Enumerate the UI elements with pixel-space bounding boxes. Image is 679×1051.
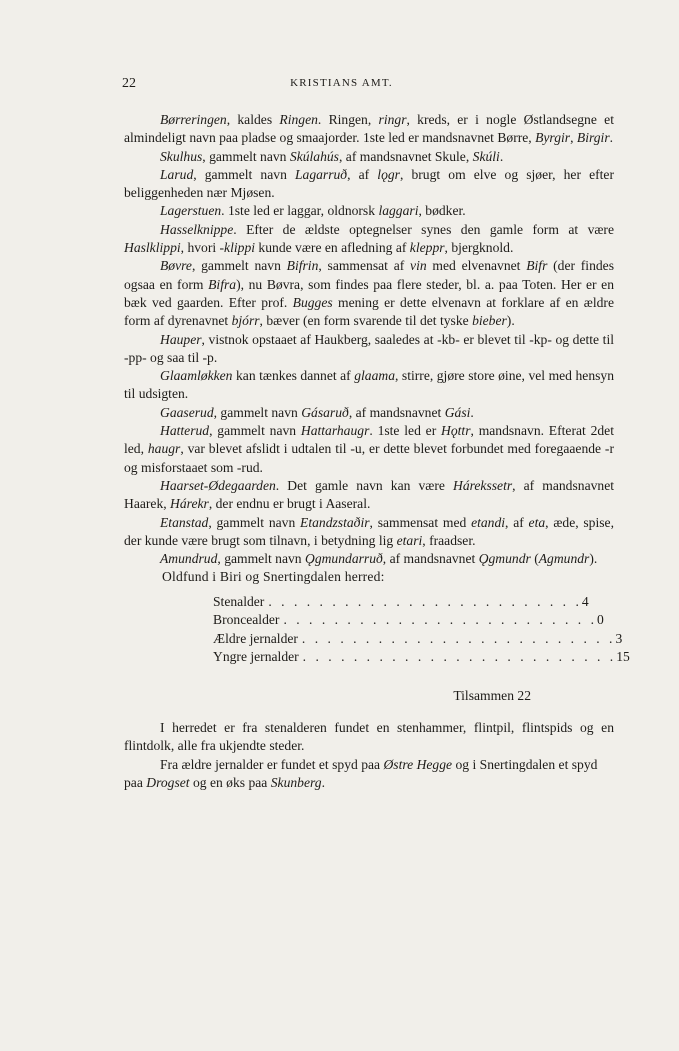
entry-paragraph [124,111,614,148]
italic-term: Bifrin [286,258,319,274]
italic-term: Glaamløkken [160,368,233,384]
italic-term: Haarset-Ødegaarden [160,477,276,493]
entry-paragraph [124,202,614,220]
find-count: 15 [616,649,630,665]
text-run: med elvenavnet [426,258,527,274]
italic-term: Ringen [279,112,318,127]
text-run: , der endnu er brugt i Aaseral. [208,496,371,512]
italic-term: vin [410,258,427,274]
text-run: , brugt om elve og sjøer, her efter beliggenheden nær Mjøsen. [124,166,614,201]
italic-term: Hattarhaugr [300,423,370,439]
italic-term: Østre Hegge [383,756,453,772]
text-run: , kreds, er i nogle Østlandsegne et almindeligt navn paa pladse og smaajorder. 1ste led er mandsnavnet Børre, [124,112,614,146]
text-run: , kaldes [226,112,280,127]
text-run: , af [347,166,378,182]
text-run: , gammelt navn [193,166,295,182]
italic-term: Etandzstaðir [300,514,370,530]
italic-term: Hárekssetr [453,477,513,493]
entry-paragraph [124,550,614,568]
text-run: . [609,130,614,146]
period-label: Broncealder [213,612,280,628]
text-run: , bødker. [418,203,466,219]
italic-term: bieber [472,313,507,329]
italic-term: Skunberg [270,774,322,790]
entry-paragraph [124,422,614,477]
oldfund-heading: Oldfund i Biri og Snertingdalen herred: [162,569,385,585]
text-run: , gammelt navn [191,258,287,274]
text-run: . [321,774,325,790]
entry-paragraph [124,367,614,404]
italic-term: glaama [354,368,396,384]
running-header [122,76,561,94]
dot-leader: . . . . . . . . . . . . . . . . . . . . . . . . . [283,612,597,628]
italic-term: Etanstad [160,514,209,530]
text-run: , gammelt navn [208,514,301,530]
entry-paragraph [124,221,614,258]
text-run: , vistnok opstaaet af Haukberg, saaledes at -kb- er blevet til -kp- og dette til -pp- og saa til -p. [124,331,614,365]
entry-paragraph [124,477,614,514]
italic-term: Hasselknippe [160,221,234,237]
italic-term: Gási [444,404,471,420]
text-run: , bjergknold. [444,240,514,256]
period-label: Yngre jernalder [213,649,299,665]
italic-term: Haslklippi [124,240,181,256]
italic-term: Skulhus [160,148,203,164]
text-run: . Det gamle navn kan være [275,477,453,493]
italic-term: kleppr [409,240,445,256]
italic-term: Hatterud [160,423,210,439]
entry-paragraph [124,404,614,422]
italic-term: Gaaserud [160,404,214,420]
text-run: . 1ste led er [369,423,442,439]
find-count: 0 [596,612,604,628]
entry-paragraph [124,331,614,368]
closing-paragraph [124,756,614,793]
text-run: . [499,148,504,164]
italic-term: Hǫttr [441,423,471,439]
text-run: , af mandsnavnet [382,551,479,567]
period-label: Stenalder [213,593,265,609]
page-body [124,111,630,792]
italic-term: Amundrud [160,551,218,567]
text-run: ). [506,313,515,329]
italic-term: Larud [160,166,194,182]
oldfund-table [213,593,630,667]
italic-term: Ǫgmundr [478,551,531,567]
italic-term: Birgir [576,130,610,146]
text-run: I herredet er fra stenalderen fundet en stenhammer, flintpil, flintspids og en flintdolk, alle fra ukjendte steder. [124,720,614,754]
text-run: , stirre, gjøre store øine, vel med hensyn til udsigten. [124,368,614,402]
dot-leader: . . . . . . . . . . . . . . . . . . . . . . . . . [301,630,616,646]
text-run: , sammensat af [318,258,411,274]
text-run: , af mandsnavnet Skule, [338,148,473,164]
italic-term: Børreringen [160,112,227,127]
italic-term: ringr [378,112,407,127]
running-title: KRISTIANS AMT. [290,77,393,89]
text-run: , mandsnavn. Efterat 2det led, [124,423,614,457]
oldfund-row [213,593,589,612]
closing-paragraph [124,719,614,756]
text-run: , fraadser. [422,532,476,548]
italic-term: Lagarruð [294,166,348,182]
dot-leader: . . . . . . . . . . . . . . . . . . . . . . . . . [268,593,582,609]
text-run: . 1ste led er laggar, oldnorsk [221,203,379,219]
text-run: , gammelt navn [209,423,301,439]
text-run: kunde være en afledning af [255,240,410,256]
dot-leader: . . . . . . . . . . . . . . . . . . . . . . . . . [302,649,617,665]
italic-term: Bøvre [160,258,192,274]
italic-term: Gásaruð [301,404,349,420]
oldfund-row [213,630,623,649]
italic-term: Skúlahús [289,148,339,164]
text-run: ). [589,551,598,567]
text-run: og en øks paa [189,774,271,790]
text-run: , [570,130,577,146]
period-label: Ældre jernalder [213,630,298,646]
text-run: . Ringen, [317,112,379,127]
italic-term: Bugges [292,294,333,310]
text-run: , æde, spise, der kunde være brugt som tilnavn, i betydning lig [124,514,614,548]
place-name-entries [124,111,614,568]
entry-paragraph [124,257,614,330]
text-run: og i Snertingdalen et spyd paa [124,756,598,790]
text-run: Fra ældre jernalder er fundet et spyd paa [160,756,384,772]
text-run: (der findes ogsaa en form [124,258,615,292]
italic-term: haugr [147,441,181,457]
find-count: 3 [615,630,623,646]
italic-term: etandi [471,514,506,530]
text-run: mening er dette elvenavn at forklare af en ældre form af dyrenavnet [124,294,614,329]
closing-paragraphs [124,719,614,792]
italic-term: laggari [378,203,419,219]
text-run: ( [530,551,539,567]
italic-term: eta [528,514,546,530]
italic-term: lǫgr [377,166,400,182]
oldfund-row [213,611,604,630]
italic-term: -klippi [219,240,256,256]
italic-term: Drogset [146,774,190,790]
text-run: . Efter de ældste optegnelser synes den gamle form at være [233,221,614,237]
italic-term: Bifr [526,258,548,274]
text-run: , gammelt navn [213,404,302,420]
text-run: , af [505,514,529,530]
italic-term: Hauper [160,331,202,347]
italic-term: bjórr [231,313,260,329]
text-run: , af mandsnavnet Haarek, [124,477,615,512]
text-run: , hvori [180,240,220,256]
text-run: . [470,404,474,420]
entry-paragraph [124,166,614,203]
oldfund-row [213,648,630,667]
text-run: kan tænkes dannet af [232,368,355,384]
italic-term: etari [396,532,423,548]
page-number: 22 [122,76,136,91]
italic-term: Skúli [472,148,500,164]
text-run: ), nu Bøvra, som findes paa flere steder, bl. a. paa Toten. Her er en bæk ved gaarden. Efter prof. [124,276,615,310]
italic-term: Agmundr [538,551,590,567]
text-run: , gammelt navn [217,551,305,567]
text-run: , gammelt navn [202,148,290,164]
italic-term: Hárekr [170,496,209,512]
italic-term: Byrgir [535,130,571,146]
text-run: , bæver (en form svarende til det tyske [259,313,473,329]
text-run: , var blevet afslidt i udtalen til -u, er dette blevet forbundet med foregaaende -r og misforstaaet som -rud. [124,441,614,475]
entry-paragraph [124,514,614,551]
text-run: , af mandsnavnet [348,404,445,420]
text-run: , sammensat med [369,514,472,530]
find-count: 4 [581,593,589,609]
italic-term: Bifra [208,276,237,292]
entry-paragraph [124,148,614,166]
italic-term: Ǫgmundarruð [305,551,383,567]
italic-term: Lagerstuen [160,203,222,219]
oldfund-total: Tilsammen 22 [453,687,531,703]
